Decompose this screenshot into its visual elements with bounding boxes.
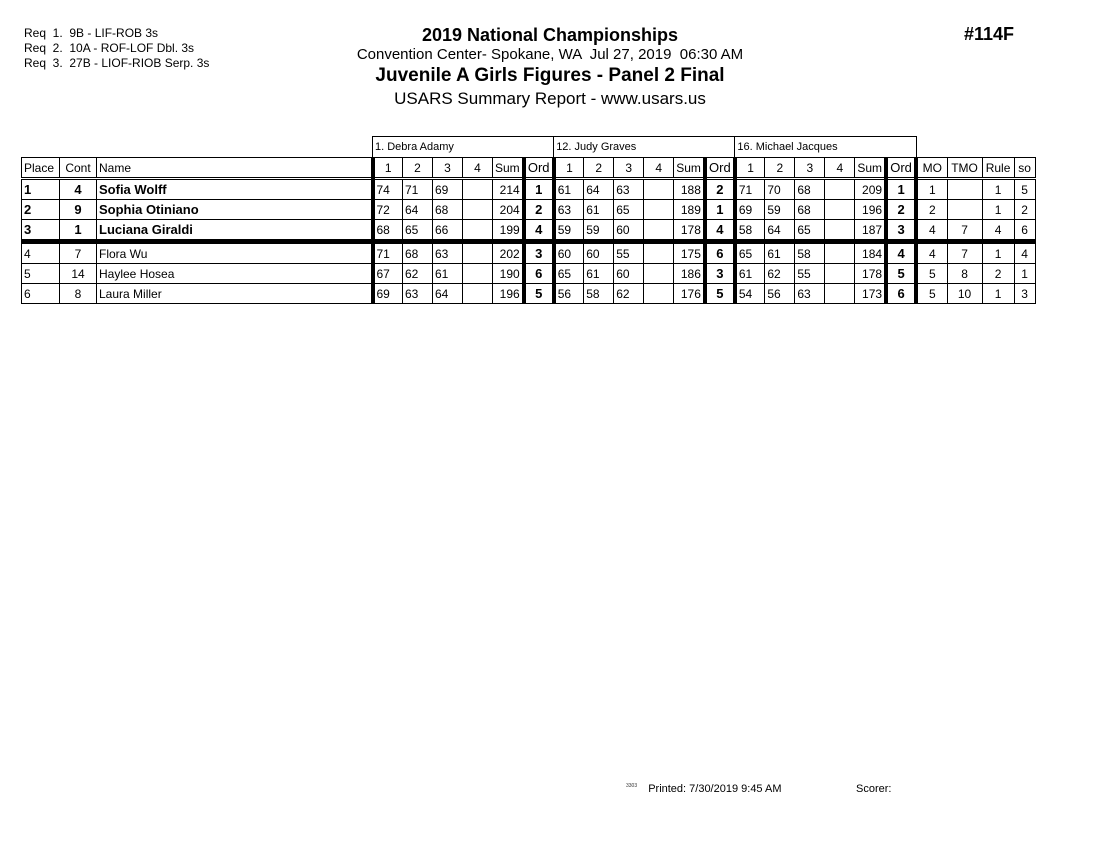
judge2-2-cell: 64 [584, 179, 614, 200]
mo-cell: 5 [916, 284, 947, 304]
judge1-1-cell: 69 [373, 284, 403, 304]
judge3-3-cell: 65 [795, 220, 825, 242]
judge3-4-cell [825, 200, 855, 220]
cont-cell: 9 [60, 200, 97, 220]
place-cell: 5 [22, 264, 60, 284]
judge2-2-cell: 61 [584, 264, 614, 284]
judge3-4-cell [825, 242, 855, 264]
rule-cell: 1 [982, 179, 1014, 200]
judge3-1-cell: 54 [735, 284, 765, 304]
judge1-1-cell: 71 [373, 242, 403, 264]
judge1-ord-cell: 2 [524, 200, 554, 220]
report-header [300, 24, 800, 110]
judge2-1-cell: 65 [554, 264, 584, 284]
place-cell: 1 [22, 179, 60, 200]
judge3-3-cell: 68 [795, 200, 825, 220]
judge3-1-cell: 61 [735, 264, 765, 284]
col-judge2-sum: Sum [674, 158, 705, 179]
judge3-ord-cell: 5 [886, 264, 916, 284]
col-judge2-3: 3 [614, 158, 644, 179]
cont-cell: 8 [60, 284, 97, 304]
col-tmo: TMO [947, 158, 982, 179]
tmo-cell: 8 [947, 264, 982, 284]
col-place: Place [22, 158, 60, 179]
judge3-2-cell: 56 [765, 284, 795, 304]
judge1-3-cell: 68 [433, 200, 463, 220]
results-table [21, 136, 1036, 304]
judge3-sum-cell: 196 [855, 200, 886, 220]
col-mo: MO [916, 158, 947, 179]
judge1-3-cell: 64 [433, 284, 463, 304]
judge2-ord-cell: 4 [705, 220, 735, 242]
place-cell: 3 [22, 220, 60, 242]
col-judge3-sum: Sum [855, 158, 886, 179]
rule-cell: 2 [982, 264, 1014, 284]
so-cell: 5 [1014, 179, 1035, 200]
judge1-2-cell: 64 [403, 200, 433, 220]
mo-cell: 5 [916, 264, 947, 284]
judge3-2-cell: 64 [765, 220, 795, 242]
judge-3-name: 16. Michael Jacques [735, 137, 916, 158]
place-cell: 6 [22, 284, 60, 304]
judge-2-name: 12. Judy Graves [554, 137, 735, 158]
judge1-sum-cell: 199 [493, 220, 524, 242]
col-judge1-2: 2 [403, 158, 433, 179]
mo-cell: 1 [916, 179, 947, 200]
requirements-list [24, 26, 209, 71]
skater-name: Sofia Wolff [97, 179, 373, 200]
col-judge3-4: 4 [825, 158, 855, 179]
judge1-2-cell: 68 [403, 242, 433, 264]
printed-info [626, 783, 782, 795]
skater-name: Haylee Hosea [97, 264, 373, 284]
judge3-1-cell: 69 [735, 200, 765, 220]
judge3-ord-cell: 4 [886, 242, 916, 264]
col-judge1-3: 3 [433, 158, 463, 179]
so-cell: 4 [1014, 242, 1035, 264]
judge1-1-cell: 68 [373, 220, 403, 242]
judge2-1-cell: 60 [554, 242, 584, 264]
requirement-3: Req 3. 27B - LIOF-RIOB Serp. 3s [24, 56, 210, 70]
judge1-3-cell: 63 [433, 242, 463, 264]
judge1-sum-cell: 214 [493, 179, 524, 200]
col-judge3-1: 1 [735, 158, 765, 179]
judge1-ord-cell: 3 [524, 242, 554, 264]
judge2-3-cell: 65 [614, 200, 644, 220]
judge2-4-cell [644, 284, 674, 304]
judge2-3-cell: 55 [614, 242, 644, 264]
col-judge3-ord: Ord [886, 158, 916, 179]
venue-datetime: Convention Center- Spokane, WA Jul 27, 2019 06:30 AM [356, 46, 744, 63]
judge3-1-cell: 65 [735, 242, 765, 264]
report-code: 3303 [626, 783, 638, 789]
judge3-1-cell: 58 [735, 220, 765, 242]
judge1-2-cell: 65 [403, 220, 433, 242]
judge1-sum-cell: 190 [493, 264, 524, 284]
scorer-label: Scorer: [856, 783, 892, 795]
requirement-2: Req 2. 10A - ROF-LOF Dbl. 3s [24, 41, 195, 55]
rule-cell: 1 [982, 284, 1014, 304]
skater-name: Flora Wu [97, 242, 373, 264]
col-judge2-1: 1 [554, 158, 584, 179]
skater-name: Luciana Giraldi [97, 220, 373, 242]
judge2-2-cell: 58 [584, 284, 614, 304]
event-number: #114F [964, 24, 1015, 44]
judge1-sum-cell: 204 [493, 200, 524, 220]
judge2-4-cell [644, 179, 674, 200]
mo-cell: 4 [916, 242, 947, 264]
report-subtitle: USARS Summary Report - www.usars.us [394, 89, 706, 108]
judge3-sum-cell: 209 [855, 179, 886, 200]
col-judge1-sum: Sum [493, 158, 524, 179]
judge2-4-cell [644, 264, 674, 284]
judge2-sum-cell: 188 [674, 179, 705, 200]
judge3-ord-cell: 3 [886, 220, 916, 242]
judge1-4-cell [463, 284, 493, 304]
table-row [22, 284, 1036, 304]
judge2-1-cell: 56 [554, 284, 584, 304]
table-row [22, 264, 1036, 284]
judge2-1-cell: 61 [554, 179, 584, 200]
judge3-2-cell: 62 [765, 264, 795, 284]
judge2-1-cell: 59 [554, 220, 584, 242]
judge2-4-cell [644, 242, 674, 264]
rule-cell: 1 [982, 242, 1014, 264]
rule-cell: 4 [982, 220, 1014, 242]
col-so: so [1014, 158, 1035, 179]
judge1-3-cell: 66 [433, 220, 463, 242]
table-row [22, 200, 1036, 220]
judge3-sum-cell: 173 [855, 284, 886, 304]
skater-name: Sophia Otiniano [97, 200, 373, 220]
judge2-4-cell [644, 200, 674, 220]
judge2-3-cell: 60 [614, 220, 644, 242]
column-header-row [22, 158, 1036, 179]
judge2-sum-cell: 186 [674, 264, 705, 284]
judge3-ord-cell: 6 [886, 284, 916, 304]
judge3-ord-cell: 1 [886, 179, 916, 200]
so-cell: 1 [1014, 264, 1035, 284]
col-judge2-2: 2 [584, 158, 614, 179]
col-judge1-4: 4 [463, 158, 493, 179]
judge2-2-cell: 61 [584, 200, 614, 220]
judge1-3-cell: 61 [433, 264, 463, 284]
place-cell: 4 [22, 242, 60, 264]
judge1-sum-cell: 202 [493, 242, 524, 264]
col-cont: Cont [60, 158, 97, 179]
cont-cell: 4 [60, 179, 97, 200]
judge1-sum-cell: 196 [493, 284, 524, 304]
judge3-1-cell: 71 [735, 179, 765, 200]
judge1-1-cell: 72 [373, 200, 403, 220]
judge1-2-cell: 71 [403, 179, 433, 200]
judge2-2-cell: 59 [584, 220, 614, 242]
judge2-1-cell: 63 [554, 200, 584, 220]
judge2-ord-cell: 1 [705, 200, 735, 220]
judge2-sum-cell: 175 [674, 242, 705, 264]
cont-cell: 7 [60, 242, 97, 264]
judge3-4-cell [825, 264, 855, 284]
judge3-sum-cell: 187 [855, 220, 886, 242]
judge2-sum-cell: 189 [674, 200, 705, 220]
judge2-4-cell [644, 220, 674, 242]
table-row [22, 220, 1036, 242]
judge3-4-cell [825, 284, 855, 304]
cont-cell: 1 [60, 220, 97, 242]
col-judge2-ord: Ord [705, 158, 735, 179]
table-row [22, 179, 1036, 200]
col-judge3-2: 2 [765, 158, 795, 179]
tmo-cell: 10 [947, 284, 982, 304]
judge1-3-cell: 69 [433, 179, 463, 200]
judge3-sum-cell: 178 [855, 264, 886, 284]
judge2-3-cell: 60 [614, 264, 644, 284]
championship-title: 2019 National Championships [421, 25, 679, 45]
judge1-4-cell [463, 264, 493, 284]
mo-cell: 2 [916, 200, 947, 220]
judge-header-row [22, 137, 1036, 158]
judge3-sum-cell: 184 [855, 242, 886, 264]
judge2-ord-cell: 2 [705, 179, 735, 200]
tmo-cell [947, 200, 982, 220]
so-cell: 6 [1014, 220, 1035, 242]
judge2-ord-cell: 5 [705, 284, 735, 304]
judge2-ord-cell: 3 [705, 264, 735, 284]
judge2-sum-cell: 178 [674, 220, 705, 242]
mo-cell: 4 [916, 220, 947, 242]
judge3-ord-cell: 2 [886, 200, 916, 220]
col-rule: Rule [982, 158, 1014, 179]
so-cell: 3 [1014, 284, 1035, 304]
judge3-2-cell: 59 [765, 200, 795, 220]
tmo-cell [947, 179, 982, 200]
place-cell: 2 [22, 200, 60, 220]
judge3-3-cell: 68 [795, 179, 825, 200]
judge3-2-cell: 61 [765, 242, 795, 264]
judge3-3-cell: 58 [795, 242, 825, 264]
judge-1-name: 1. Debra Adamy [373, 137, 554, 158]
judge1-4-cell [463, 220, 493, 242]
judge2-3-cell: 63 [614, 179, 644, 200]
rule-cell: 1 [982, 200, 1014, 220]
judge1-ord-cell: 4 [524, 220, 554, 242]
judge3-3-cell: 63 [795, 284, 825, 304]
judge2-ord-cell: 6 [705, 242, 735, 264]
judge1-4-cell [463, 200, 493, 220]
requirement-1: Req 1. 9B - LIF-ROB 3s [24, 26, 159, 40]
skater-name: Laura Miller [97, 284, 373, 304]
judge1-4-cell [463, 179, 493, 200]
col-judge3-3: 3 [795, 158, 825, 179]
tmo-cell: 7 [947, 220, 982, 242]
judge1-ord-cell: 5 [524, 284, 554, 304]
judge2-sum-cell: 176 [674, 284, 705, 304]
event-title: Juvenile A Girls Figures - Panel 2 Final [375, 65, 725, 86]
so-cell: 2 [1014, 200, 1035, 220]
judge1-1-cell: 74 [373, 179, 403, 200]
judge1-ord-cell: 6 [524, 264, 554, 284]
judge1-1-cell: 67 [373, 264, 403, 284]
col-judge1-ord: Ord [524, 158, 554, 179]
tmo-cell: 7 [947, 242, 982, 264]
judge3-4-cell [825, 220, 855, 242]
col-judge1-1: 1 [373, 158, 403, 179]
col-name: Name [97, 158, 373, 179]
col-judge2-4: 4 [644, 158, 674, 179]
judge3-3-cell: 55 [795, 264, 825, 284]
judge2-3-cell: 62 [614, 284, 644, 304]
judge3-2-cell: 70 [765, 179, 795, 200]
judge2-2-cell: 60 [584, 242, 614, 264]
judge1-ord-cell: 1 [524, 179, 554, 200]
judge3-4-cell [825, 179, 855, 200]
judge1-4-cell [463, 242, 493, 264]
cont-cell: 14 [60, 264, 97, 284]
judge1-2-cell: 62 [403, 264, 433, 284]
judge1-2-cell: 63 [403, 284, 433, 304]
printed-timestamp: Printed: 7/30/2019 9:45 AM [648, 783, 782, 795]
table-row [22, 242, 1036, 264]
